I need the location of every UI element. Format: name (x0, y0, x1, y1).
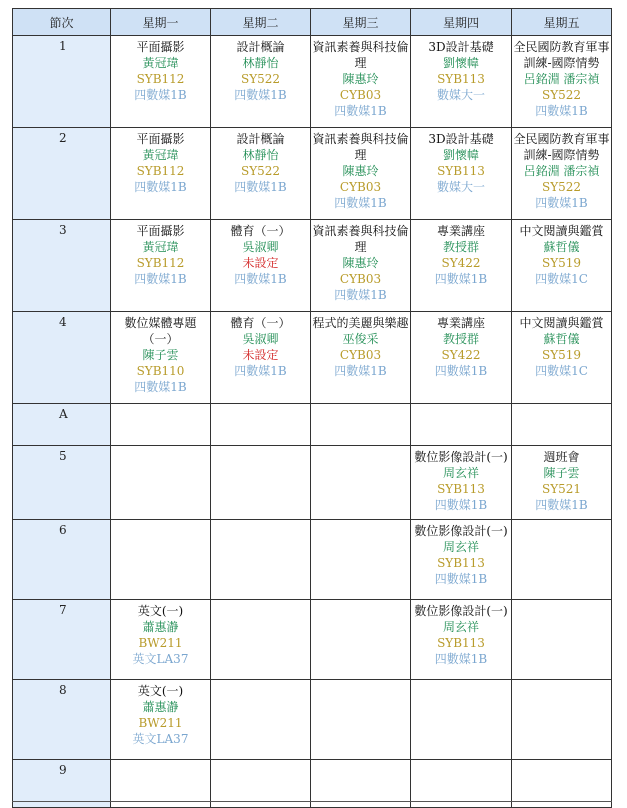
room-code: SYB113 (437, 72, 485, 86)
course-name: 平面攝影 (136, 224, 185, 238)
cell-monday[interactable] (111, 220, 211, 312)
class-name: 四數媒1B (234, 88, 287, 102)
course-name: 數位影像設計(一) (414, 450, 508, 464)
period-label: 6 (13, 520, 111, 600)
room-code: CYB03 (339, 348, 382, 362)
room-code: SYB113 (437, 482, 485, 496)
room-code: CYB03 (339, 180, 382, 194)
class-name: 四數媒1B (134, 180, 187, 194)
course-name: 資訊素養與科技倫理 (312, 224, 409, 254)
period-label: 9 (13, 760, 111, 808)
teacher-name: 呂銘淵 潘宗禎 (523, 164, 600, 178)
timetable-row (13, 312, 612, 404)
cell-tuesday (211, 520, 311, 600)
course-name: 數位影像設計(一) (414, 604, 508, 618)
cell-wednesday (311, 680, 411, 760)
cell-thursday[interactable] (411, 220, 512, 312)
cell-friday (512, 600, 612, 680)
class-name: 四數媒1B (434, 272, 488, 286)
cell-tuesday[interactable] (211, 36, 311, 128)
teacher-name: 陳子雲 (142, 348, 179, 362)
room-code: BW211 (138, 716, 183, 730)
class-name: 四數媒1B (234, 272, 287, 286)
timetable-row (13, 680, 612, 760)
cell-monday[interactable] (111, 312, 211, 404)
teacher-name: 蕭惠瀞 (142, 620, 179, 634)
course-name: 週班會 (543, 450, 580, 464)
cell-tuesday[interactable] (211, 128, 311, 220)
cell-friday[interactable] (512, 312, 612, 404)
class-name: 英文LA37 (132, 732, 189, 746)
teacher-name: 蕭惠瀞 (142, 700, 179, 714)
teacher-name: 陳惠玲 (342, 72, 379, 86)
teacher-name: 陳惠玲 (342, 256, 379, 270)
teacher-name: 劉懷幃 (442, 148, 479, 162)
course-name: 數位影像設計(一) (414, 524, 508, 538)
room-code: SY422 (441, 256, 481, 270)
room-code: SYB113 (437, 636, 485, 650)
class-name: 四數媒1B (434, 572, 488, 586)
course-name: 中文閱讀與鑑賞 (519, 224, 604, 238)
cell-thursday (411, 404, 512, 446)
class-name: 四數媒1B (535, 104, 588, 118)
cell-thursday[interactable] (411, 36, 512, 128)
room-code: SYB112 (136, 256, 185, 270)
cell-monday (111, 520, 211, 600)
class-name: 四數媒1C (535, 272, 588, 286)
teacher-name: 呂銘淵 潘宗禎 (523, 72, 600, 86)
room-code: 未設定 (242, 256, 279, 270)
room-code: CYB03 (339, 272, 382, 286)
room-code: BW211 (138, 636, 183, 650)
class-name: 四數媒1C (535, 364, 588, 378)
teacher-name: 巫俊采 (342, 332, 379, 346)
class-name: 四數媒1B (434, 498, 488, 512)
course-name: 全民國防教育軍事訓練-國際情勢 (513, 40, 610, 70)
class-name: 四數媒1B (334, 196, 387, 210)
room-code: SY422 (441, 348, 481, 362)
timetable-row (13, 36, 612, 128)
header-wednesday: 星期三 (311, 9, 411, 36)
period-label: 4 (13, 312, 111, 404)
course-name: 數位媒體專題（一） (124, 316, 197, 346)
class-name: 四數媒1B (535, 196, 588, 210)
course-name: 3D設計基礎 (428, 40, 494, 54)
teacher-name: 黃冠瑋 (142, 148, 179, 162)
cell-tuesday (211, 600, 311, 680)
teacher-name: 教授群 (442, 332, 479, 346)
course-name: 平面攝影 (136, 132, 185, 146)
timetable-row (13, 404, 612, 446)
room-code: SY521 (541, 482, 582, 496)
class-name: 四數媒1B (535, 498, 588, 512)
timetable-row (13, 220, 612, 312)
cell-thursday[interactable] (411, 446, 512, 520)
course-name: 英文(一) (137, 604, 184, 618)
course-name: 程式的美麗與樂趣 (312, 316, 409, 330)
class-name: 數媒大一 (436, 88, 485, 102)
teacher-name: 周玄祥 (442, 466, 479, 480)
course-name: 設計概論 (236, 40, 285, 54)
cell-thursday[interactable] (411, 520, 512, 600)
course-name: 3D設計基礎 (428, 132, 494, 146)
header-tuesday: 星期二 (211, 9, 311, 36)
teacher-name: 林靜怡 (242, 56, 279, 70)
class-name: 四數媒1B (334, 288, 387, 302)
cell-wednesday (311, 520, 411, 600)
teacher-name: 蘇哲儀 (543, 332, 580, 346)
course-name: 資訊素養與科技倫理 (312, 132, 409, 162)
period-label: 2 (13, 128, 111, 220)
room-code: SY522 (240, 72, 281, 86)
room-code: SYB113 (437, 556, 485, 570)
course-name: 體育（一） (230, 224, 291, 238)
cell-tuesday[interactable] (211, 220, 311, 312)
room-code: SY519 (541, 348, 582, 362)
cell-tuesday (211, 404, 311, 446)
cell-monday (111, 404, 211, 446)
room-code: SYB112 (136, 72, 185, 86)
class-name: 四數媒1B (434, 652, 488, 666)
period-label: 8 (13, 680, 111, 760)
header-period: 節次 (13, 9, 111, 36)
cell-thursday[interactable] (411, 312, 512, 404)
room-code: SY519 (541, 256, 582, 270)
cell-tuesday (211, 446, 311, 520)
cell-friday[interactable] (512, 36, 612, 128)
course-name: 專業講座 (436, 316, 485, 330)
teacher-name: 吳淑卿 (242, 240, 279, 254)
header-friday: 星期五 (512, 9, 612, 36)
period-label: 3 (13, 220, 111, 312)
room-code: SY522 (541, 180, 582, 194)
cell-thursday (411, 680, 512, 760)
room-code: 未設定 (242, 348, 279, 362)
class-name: 數媒大一 (436, 180, 485, 194)
cell-monday (111, 446, 211, 520)
cell-friday[interactable] (512, 446, 612, 520)
bottom-divider (12, 801, 612, 802)
teacher-name: 陳子雲 (543, 466, 580, 480)
cell-friday[interactable] (512, 220, 612, 312)
timetable-row (13, 128, 612, 220)
cell-friday (512, 404, 612, 446)
header-row (13, 9, 612, 36)
course-name: 專業講座 (436, 224, 485, 238)
course-name: 資訊素養與科技倫理 (312, 40, 409, 70)
course-name: 全民國防教育軍事訓練-國際情勢 (513, 132, 610, 162)
room-code: SYB110 (136, 364, 185, 378)
cell-friday[interactable] (512, 128, 612, 220)
cell-monday[interactable] (111, 36, 211, 128)
teacher-name: 黃冠瑋 (142, 56, 179, 70)
room-code: SYB113 (437, 164, 485, 178)
room-code: SYB112 (136, 164, 185, 178)
course-name: 中文閱讀與鑑賞 (519, 316, 604, 330)
class-name: 英文LA37 (132, 652, 189, 666)
room-code: SY522 (541, 88, 582, 102)
class-name: 四數媒1B (334, 104, 387, 118)
teacher-name: 黃冠瑋 (142, 240, 179, 254)
cell-wednesday (311, 600, 411, 680)
class-name: 四數媒1B (134, 272, 187, 286)
header-thursday: 星期四 (411, 9, 512, 36)
class-name: 四數媒1B (134, 380, 187, 394)
cell-wednesday[interactable] (311, 128, 411, 220)
teacher-name: 蘇哲儀 (543, 240, 580, 254)
header-monday: 星期一 (111, 9, 211, 36)
period-label: 7 (13, 600, 111, 680)
timetable (12, 8, 612, 808)
cell-tuesday[interactable] (211, 312, 311, 404)
cell-thursday[interactable] (411, 128, 512, 220)
timetable-row (13, 520, 612, 600)
teacher-name: 吳淑卿 (242, 332, 279, 346)
teacher-name: 林靜怡 (242, 148, 279, 162)
period-label: A (13, 404, 111, 446)
cell-monday[interactable] (111, 600, 211, 680)
cell-wednesday (311, 404, 411, 446)
cell-wednesday[interactable] (311, 220, 411, 312)
cell-friday (512, 520, 612, 600)
cell-wednesday[interactable] (311, 36, 411, 128)
cell-wednesday[interactable] (311, 312, 411, 404)
class-name: 四數媒1B (434, 364, 488, 378)
cell-tuesday (211, 680, 311, 760)
course-name: 體育（一） (230, 316, 291, 330)
cell-thursday[interactable] (411, 600, 512, 680)
teacher-name: 教授群 (442, 240, 479, 254)
class-name: 四數媒1B (234, 364, 287, 378)
teacher-name: 陳惠玲 (342, 164, 379, 178)
teacher-name: 周玄祥 (442, 620, 479, 634)
class-name: 四數媒1B (334, 364, 387, 378)
course-name: 設計概論 (236, 132, 285, 146)
timetable-row (13, 446, 612, 520)
teacher-name: 劉懷幃 (442, 56, 479, 70)
cell-monday[interactable] (111, 128, 211, 220)
cell-friday (512, 680, 612, 760)
room-code: SY522 (240, 164, 281, 178)
timetable-row (13, 600, 612, 680)
cell-wednesday (311, 446, 411, 520)
period-label: 5 (13, 446, 111, 520)
class-name: 四數媒1B (234, 180, 287, 194)
room-code: CYB03 (339, 88, 382, 102)
period-label: 1 (13, 36, 111, 128)
course-name: 英文(一) (137, 684, 184, 698)
course-name: 平面攝影 (136, 40, 185, 54)
class-name: 四數媒1B (134, 88, 187, 102)
teacher-name: 周玄祥 (442, 540, 479, 554)
cell-monday[interactable] (111, 680, 211, 760)
